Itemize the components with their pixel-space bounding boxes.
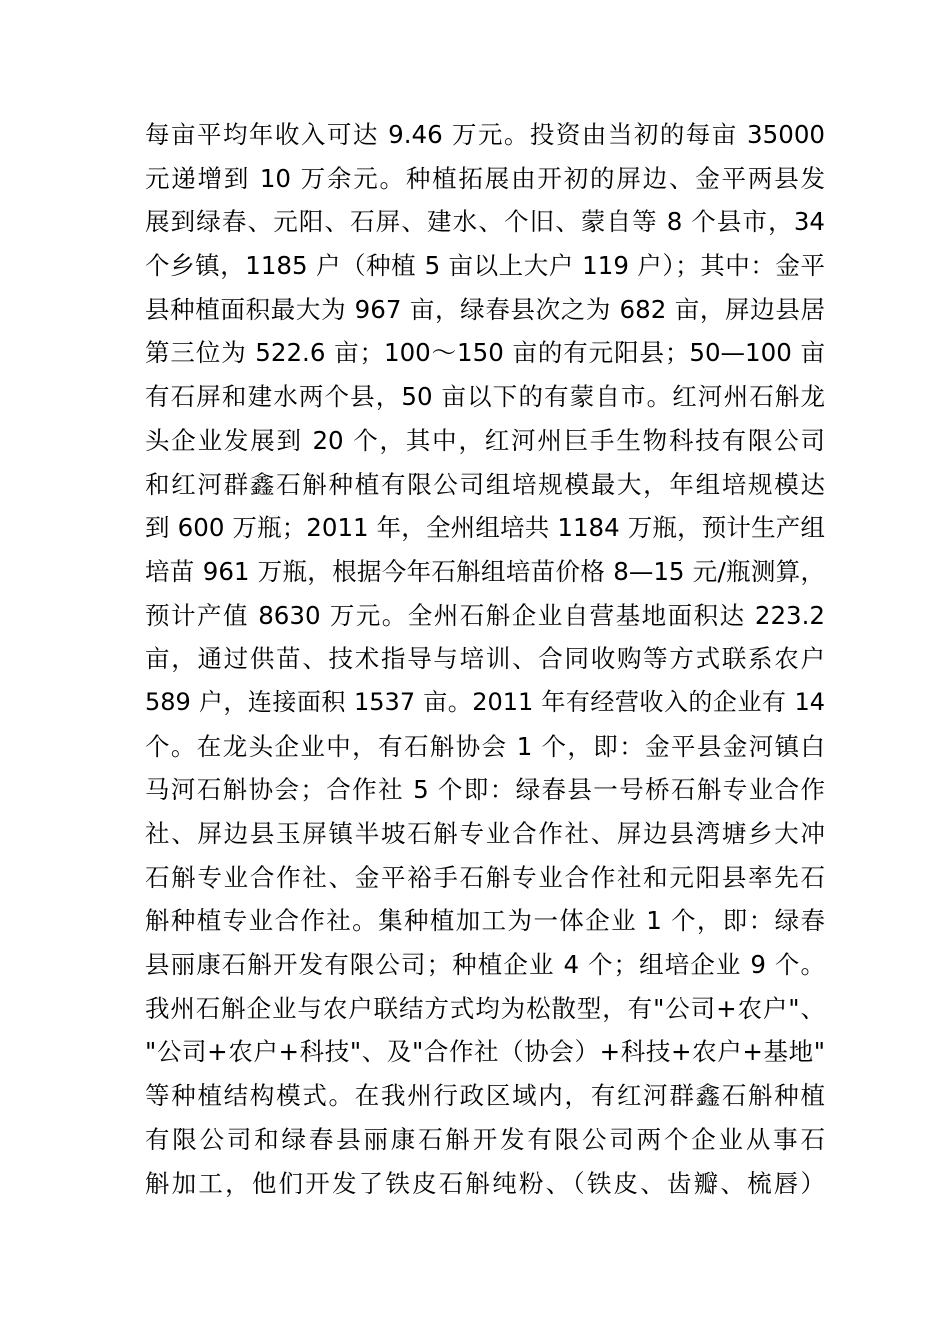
text-line: 马河石斛协会；合作社 5 个即：绿春县一号桥石斛专业合作 (145, 775, 825, 805)
text-line: 有限公司和绿春县丽康石斛开发有限公司两个企业从事石 (145, 1124, 825, 1154)
text-line: 我州石斛企业与农户联结方式均为松散型，有"公司+农户"、 (145, 993, 825, 1023)
text-line: 展到绿春、元阳、石屏、建水、个旧、蒙自等 8 个县市，34 (145, 207, 825, 237)
text-line: 每亩平均年收入可达 9.46 万元。投资由当初的每亩 35000 (145, 120, 825, 149)
text-line: 个。在龙头企业中，有石斛协会 1 个，即：金平县金河镇白 (145, 731, 825, 761)
text-line: 预计产值 8630 万元。全州石斛企业自营基地面积达 223.2 (145, 600, 825, 630)
text-line: 个乡镇，1185 户（种植 5 亩以上大户 119 户）；其中：金平 (145, 251, 825, 281)
text-line: 元递增到 10 万余元。种植拓展由开初的屏边、金平两县发 (145, 163, 825, 193)
text-line: 有石屏和建水两个县，50 亩以下的有蒙自市。红河州石斛龙 (145, 382, 825, 412)
text-line: 斛种植专业合作社。集种植加工为一体企业 1 个，即：绿春 (145, 906, 825, 936)
text-line: 县丽康石斛开发有限公司；种植企业 4 个；组培企业 9 个。 (145, 950, 825, 980)
text-line: 到 600 万瓶；2011 年，全州组培共 1184 万瓶，预计生产组 (145, 513, 825, 543)
text-line: 等种植结构模式。在我州行政区域内，有红河群鑫石斛种植 (145, 1081, 825, 1111)
text-line: 亩，通过供苗、技术指导与培训、合同收购等方式联系农户 (145, 644, 825, 674)
text-line: 头企业发展到 20 个，其中，红河州巨手生物科技有限公司 (145, 425, 825, 455)
text-line: "公司+农户+科技"、及"合作社（协会）+科技+农户+基地" (145, 1037, 825, 1067)
text-line: 石斛专业合作社、金平裕手石斛专业合作社和元阳县率先石 (145, 862, 825, 892)
text-line: 县种植面积最大为 967 亩，绿春县次之为 682 亩，屏边县居 (145, 294, 825, 324)
text-line: 和红河群鑫石斛种植有限公司组培规模最大，年组培规模达 (145, 469, 825, 499)
body-paragraph (145, 113, 825, 1205)
text-line: 培苗 961 万瓶，根据今年石斛组培苗价格 8—15 元/瓶测算， (145, 556, 825, 586)
text-line: 589 户，连接面积 1537 亩。2011 年有经营收入的企业有 14 (145, 687, 825, 716)
text-line: 第三位为 522.6 亩；100～150 亩的有元阳县；50—100 亩 (145, 338, 825, 368)
text-line: 社、屏边县玉屏镇半坡石斛专业合作社、屏边县湾塘乡大冲 (145, 819, 825, 848)
text-line: 斛加工，他们开发了铁皮石斛纯粉、（铁皮、齿瓣、梳唇） (145, 1168, 825, 1198)
